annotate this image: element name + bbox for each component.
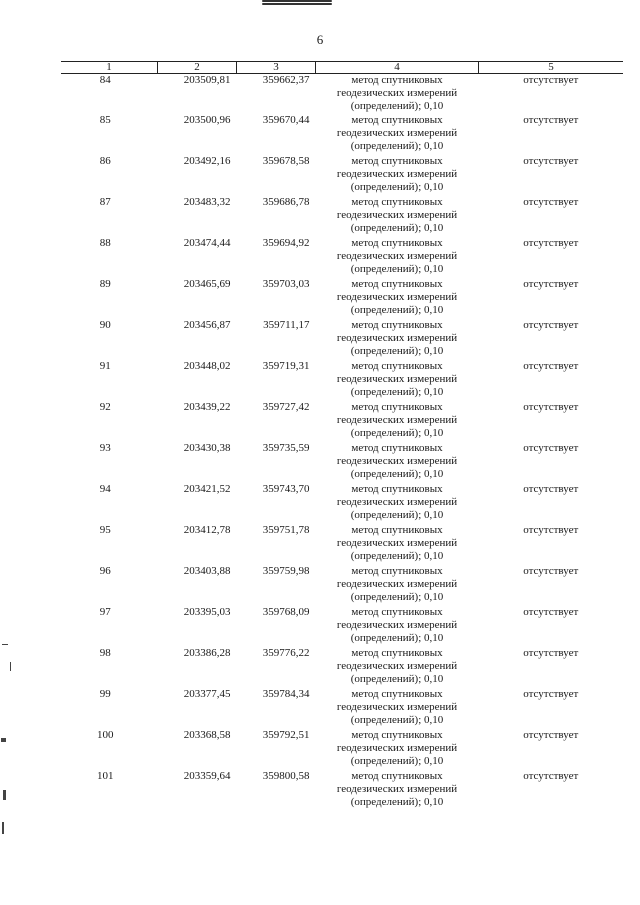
page-number: 6	[316, 32, 324, 47]
table-row	[61, 606, 623, 647]
accuracy-note: отсутствует	[523, 74, 579, 86]
point-number: 87	[99, 196, 111, 208]
coordinate-x: 203359,64	[183, 770, 231, 782]
point-number: 100	[97, 729, 114, 741]
method-line: метод спутниковых	[351, 483, 443, 495]
coordinate-y: 359662,37	[262, 74, 310, 86]
method-line: метод спутниковых	[351, 565, 443, 577]
method-line: геодезических измерений	[336, 168, 458, 180]
method-line: метод спутниковых	[351, 114, 443, 126]
table-row	[61, 770, 623, 811]
method-line: (определений); 0,10	[350, 550, 444, 562]
method-description	[316, 483, 479, 524]
method-line: геодезических измерений	[336, 332, 458, 344]
method-line: (определений); 0,10	[350, 468, 444, 480]
method-description	[316, 196, 479, 237]
accuracy-note: отсутствует	[523, 606, 579, 618]
coordinate-x: 203395,03	[183, 606, 231, 618]
point-number: 89	[99, 278, 111, 290]
method-line: геодезических измерений	[336, 660, 458, 672]
coordinates-table	[61, 61, 623, 811]
point-number: 94	[99, 483, 111, 495]
accuracy-note: отсутствует	[523, 155, 579, 167]
accuracy-note: отсутствует	[523, 647, 579, 659]
method-line: (определений); 0,10	[350, 181, 444, 193]
accuracy-note: отсутствует	[523, 770, 579, 782]
method-description	[316, 360, 479, 401]
table-row	[61, 155, 623, 196]
method-description	[316, 237, 479, 278]
point-number: 84	[99, 74, 111, 86]
method-description	[316, 524, 479, 565]
method-description	[316, 565, 479, 606]
coordinate-y: 359686,78	[262, 196, 310, 208]
coordinate-y: 359792,51	[262, 729, 310, 741]
method-line: (определений); 0,10	[350, 591, 444, 603]
method-line: метод спутниковых	[351, 237, 443, 249]
method-line: геодезических измерений	[336, 209, 458, 221]
coordinate-x: 203456,87	[183, 319, 231, 331]
coordinate-y: 359776,22	[262, 647, 310, 659]
point-number: 90	[99, 319, 111, 331]
table-row	[61, 196, 623, 237]
coordinate-x: 203483,32	[183, 196, 231, 208]
coordinate-x: 203439,22	[183, 401, 231, 413]
method-description	[316, 442, 479, 483]
coordinate-x: 203509,81	[183, 74, 231, 86]
method-line: геодезических измерений	[336, 87, 458, 99]
table-row	[61, 729, 623, 770]
table-row	[61, 319, 623, 360]
coordinate-y: 359743,70	[262, 483, 310, 495]
method-description	[316, 647, 479, 688]
coordinate-y: 359711,17	[263, 319, 310, 331]
point-number: 98	[99, 647, 111, 659]
method-line: (определений); 0,10	[350, 755, 444, 767]
table-row	[61, 524, 623, 565]
method-line: метод спутниковых	[351, 647, 443, 659]
accuracy-note: отсутствует	[523, 729, 579, 741]
accuracy-note: отсутствует	[523, 237, 579, 249]
accuracy-note: отсутствует	[523, 401, 579, 413]
accuracy-note: отсутствует	[523, 114, 579, 126]
coordinate-x: 203403,88	[183, 565, 231, 577]
method-line: метод спутниковых	[351, 74, 443, 86]
method-line: геодезических измерений	[336, 455, 458, 467]
method-description	[316, 770, 479, 811]
method-description	[316, 606, 479, 647]
method-line: геодезических измерений	[336, 250, 458, 262]
point-number: 95	[99, 524, 111, 536]
method-line: метод спутниковых	[351, 770, 443, 782]
table-row	[61, 360, 623, 401]
point-number: 93	[99, 442, 111, 454]
coordinate-y: 359784,34	[262, 688, 310, 700]
method-description	[316, 729, 479, 770]
accuracy-note: отсутствует	[523, 278, 579, 290]
column-header-1: 1	[61, 62, 158, 74]
point-number: 96	[99, 565, 111, 577]
method-description	[316, 688, 479, 729]
column-header-2: 2	[158, 62, 237, 74]
coordinate-y: 359694,92	[262, 237, 310, 249]
column-header-3: 3	[237, 62, 316, 74]
coordinate-y: 359800,58	[262, 770, 310, 782]
scan-artifact	[262, 0, 332, 6]
table-row	[61, 114, 623, 155]
method-line: геодезических измерений	[336, 127, 458, 139]
accuracy-note: отсутствует	[523, 319, 579, 331]
table-row	[61, 647, 623, 688]
method-line: (определений); 0,10	[350, 263, 444, 275]
accuracy-note: отсутствует	[523, 565, 579, 577]
table-row	[61, 401, 623, 442]
method-line: метод спутниковых	[351, 196, 443, 208]
method-description	[316, 74, 479, 115]
point-number: 86	[99, 155, 111, 167]
method-description	[316, 278, 479, 319]
column-header-5: 5	[479, 62, 624, 74]
method-line: метод спутниковых	[351, 319, 443, 331]
coordinate-x: 203386,28	[183, 647, 231, 659]
accuracy-note: отсутствует	[523, 442, 579, 454]
accuracy-note: отсутствует	[523, 196, 579, 208]
accuracy-note: отсутствует	[523, 524, 579, 536]
method-line: метод спутниковых	[351, 606, 443, 618]
coordinate-x: 203474,44	[183, 237, 231, 249]
point-number: 99	[99, 688, 111, 700]
coordinate-x: 203465,69	[183, 278, 231, 290]
table-header-row	[61, 62, 623, 74]
method-line: геодезических измерений	[336, 783, 458, 795]
coordinate-x: 203500,96	[183, 114, 231, 126]
method-line: (определений); 0,10	[350, 304, 444, 316]
method-line: метод спутниковых	[351, 278, 443, 290]
coordinate-y: 359678,58	[262, 155, 310, 167]
method-line: (определений); 0,10	[350, 796, 444, 808]
coordinate-x: 203368,58	[183, 729, 231, 741]
method-line: (определений); 0,10	[350, 345, 444, 357]
accuracy-note: отсутствует	[523, 360, 579, 372]
method-line: (определений); 0,10	[350, 673, 444, 685]
coordinate-y: 359735,59	[262, 442, 310, 454]
method-line: геодезических измерений	[336, 701, 458, 713]
coordinate-x: 203430,38	[183, 442, 231, 454]
method-line: (определений); 0,10	[350, 222, 444, 234]
table-row	[61, 688, 623, 729]
scan-edge-marks	[0, 640, 14, 840]
method-line: (определений); 0,10	[350, 140, 444, 152]
accuracy-note: отсутствует	[523, 483, 579, 495]
point-number: 92	[99, 401, 111, 413]
coordinate-y: 359719,31	[262, 360, 310, 372]
method-line: (определений); 0,10	[350, 427, 444, 439]
method-description	[316, 319, 479, 360]
method-line: метод спутниковых	[351, 729, 443, 741]
method-line: метод спутниковых	[351, 155, 443, 167]
coordinate-x: 203412,78	[183, 524, 231, 536]
point-number: 91	[99, 360, 111, 372]
coordinate-x: 203492,16	[183, 155, 231, 167]
method-line: (определений); 0,10	[350, 714, 444, 726]
method-line: геодезических измерений	[336, 414, 458, 426]
method-line: геодезических измерений	[336, 578, 458, 590]
method-line: (определений); 0,10	[350, 386, 444, 398]
method-line: геодезических измерений	[336, 619, 458, 631]
point-number: 85	[99, 114, 111, 126]
coordinate-x: 203421,52	[183, 483, 231, 495]
coordinate-y: 359703,03	[262, 278, 310, 290]
method-line: геодезических измерений	[336, 742, 458, 754]
coordinate-y: 359751,78	[262, 524, 310, 536]
table-row	[61, 442, 623, 483]
method-description	[316, 401, 479, 442]
method-line: (определений); 0,10	[350, 632, 444, 644]
table-row	[61, 237, 623, 278]
method-line: метод спутниковых	[351, 401, 443, 413]
method-line: геодезических измерений	[336, 496, 458, 508]
column-header-4: 4	[316, 62, 479, 74]
accuracy-note: отсутствует	[523, 688, 579, 700]
method-line: (определений); 0,10	[350, 100, 444, 112]
coordinate-y: 359759,98	[262, 565, 310, 577]
method-line: (определений); 0,10	[350, 509, 444, 521]
point-number: 97	[99, 606, 111, 618]
coordinate-x: 203448,02	[183, 360, 231, 372]
point-number: 101	[97, 770, 114, 782]
table-row	[61, 278, 623, 319]
method-description	[316, 114, 479, 155]
method-line: метод спутниковых	[351, 442, 443, 454]
method-line: геодезических измерений	[336, 291, 458, 303]
coordinate-x: 203377,45	[183, 688, 231, 700]
method-line: геодезических измерений	[336, 373, 458, 385]
point-number: 88	[99, 237, 111, 249]
table-row	[61, 483, 623, 524]
method-line: метод спутниковых	[351, 688, 443, 700]
method-line: метод спутниковых	[351, 360, 443, 372]
method-line: геодезических измерений	[336, 537, 458, 549]
method-description	[316, 155, 479, 196]
coordinate-y: 359727,42	[262, 401, 310, 413]
coordinate-y: 359670,44	[262, 114, 310, 126]
table-row	[61, 565, 623, 606]
table-row	[61, 74, 623, 115]
method-line: метод спутниковых	[351, 524, 443, 536]
coordinate-y: 359768,09	[262, 606, 310, 618]
